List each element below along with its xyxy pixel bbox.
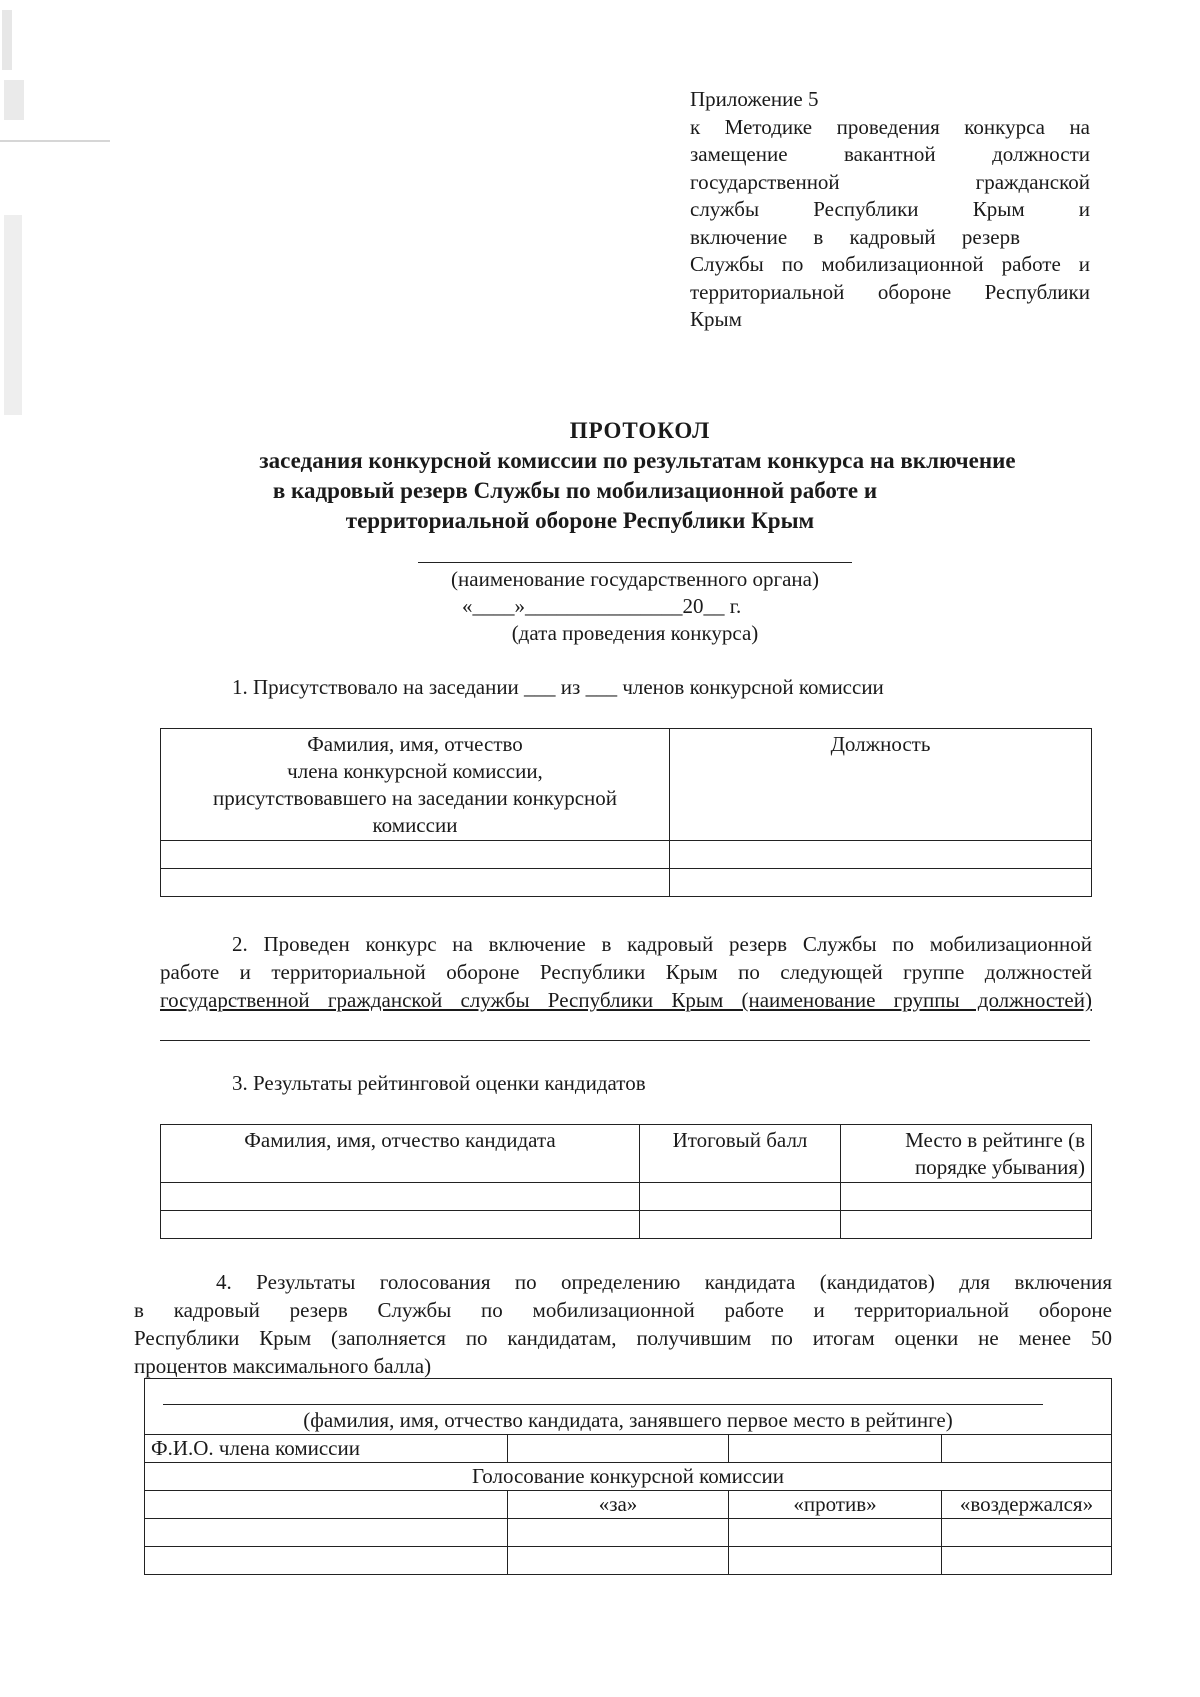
date-line: «____»_______________20__ г. <box>462 594 742 618</box>
vote-for-header: «за» <box>508 1491 729 1519</box>
section-4-text: 4. Результаты голосования по определению кандидата (кандидатов) для включения в кадровый резерв Службы по мобилизационной работе и территориальной обороне Республики Крым (заполняется по кандидатам, получившим по итогам оценки не менее 50 процентов максимального балла) <box>134 1270 1112 1378</box>
members-table <box>160 728 1092 897</box>
table-header-score: Итоговый балл <box>640 1125 841 1183</box>
table-row <box>161 841 1092 869</box>
member-label: Ф.И.О. члена комиссии <box>145 1435 508 1463</box>
section-1-text: 1. Присутствовало на заседании ___ из ___ членов конкурсной комиссии <box>232 675 884 699</box>
date-caption: (дата проведения конкурса) <box>511 621 759 645</box>
scan-speck <box>4 80 24 120</box>
table-header-rank: Место в рейтинге (в порядке убывания) <box>841 1125 1092 1183</box>
scan-speck <box>0 140 110 142</box>
table-row <box>161 1183 1092 1211</box>
appendix-line: государственной гражданской <box>690 169 1090 194</box>
candidate-cell <box>145 1379 1112 1435</box>
appendix-line: Приложение 5 <box>690 87 819 111</box>
group-name-line <box>160 1040 1090 1041</box>
scan-speck <box>2 10 12 70</box>
appendix-line: замещение вакантной должности <box>690 142 1090 166</box>
section-2-text: 2. Проведен конкурс на включение в кадровый резерв Службы по мобилизационной работе и территориальной обороне Республики Крым по следующей группе должностей государственной гражданской службы Республики Крым (наименование группы должностей) <box>160 932 1092 1012</box>
org-caption: (наименование государственного органа) <box>451 567 819 591</box>
appendix-block <box>690 86 1090 334</box>
scan-speck <box>4 215 22 415</box>
table-header-candidate: Фамилия, имя, отчество кандидата <box>161 1125 640 1183</box>
table-row <box>161 869 1092 897</box>
appendix-line: Службы по мобилизационной работе и <box>690 252 1090 276</box>
voting-label: Голосование конкурсной комиссии <box>145 1463 1112 1491</box>
document-title-line: в кадровый резерв Службы по мобилизационной работе и <box>272 478 878 503</box>
rating-table <box>160 1124 1092 1239</box>
document-title-line: заседания конкурсной комиссии по результатам конкурса на включение <box>259 448 1016 473</box>
voting-table <box>144 1378 1112 1575</box>
appendix-line: к Методике проведения конкурса на <box>690 114 1090 139</box>
table-row <box>145 1547 1112 1575</box>
appendix-line: включение в кадровый резерв <box>690 224 1020 249</box>
table-row <box>161 1211 1092 1239</box>
appendix-line: службы Республики Крым и <box>690 197 1090 221</box>
document-title-line: территориальной обороне Республики Крым <box>345 508 815 533</box>
appendix-line: Крым <box>690 307 742 331</box>
table-header-name: Фамилия, имя, отчество члена конкурсной комиссии, присутствовавшего на заседании конкурсной комиссии <box>161 729 670 841</box>
candidate-name-line <box>163 1404 1043 1405</box>
vote-against-header: «против» <box>729 1491 942 1519</box>
vote-abstain-header: «воздержался» <box>942 1491 1112 1519</box>
appendix-line: территориальной обороне Республики <box>690 279 1090 304</box>
org-name-line <box>418 562 852 563</box>
table-header-position: Должность <box>670 729 1092 841</box>
section-3-text: 3. Результаты рейтинговой оценки кандидатов <box>232 1071 646 1095</box>
candidate-caption: (фамилия, имя, отчество кандидата, занявшего первое место в рейтинге) <box>303 1408 953 1432</box>
table-row <box>145 1519 1112 1547</box>
document-heading: ПРОТОКОЛ <box>569 418 711 443</box>
